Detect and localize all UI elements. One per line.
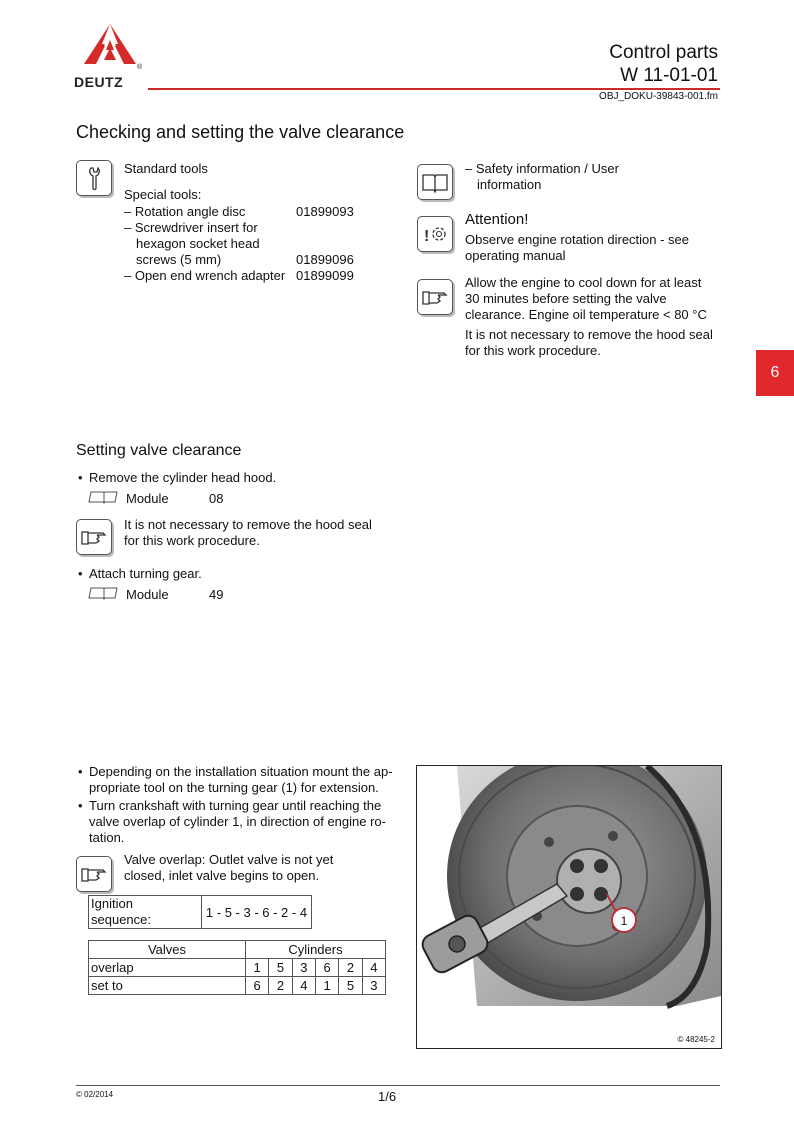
row-label: set to xyxy=(89,977,246,995)
tool-item-cont: screws (5 mm) xyxy=(136,252,222,267)
cell: 3 xyxy=(362,977,385,995)
module-ref-label: Module xyxy=(126,587,169,602)
tool-item-cont: hexagon socket head xyxy=(136,236,260,251)
step-turn-crankshaft: • Turn crankshaft with turning gear until reaching the xyxy=(89,798,381,814)
footer-rule xyxy=(76,1085,720,1086)
cylinders-header: Cylinders xyxy=(246,941,386,959)
standard-tools-label: Standard tools xyxy=(124,161,208,176)
step-turn-crankshaft-cont: valve overlap of cylinder 1, in direction of engine ro- xyxy=(89,814,386,829)
section-heading: Setting valve clearance xyxy=(76,442,242,459)
cell: 3 xyxy=(292,959,315,977)
cell: 6 xyxy=(246,977,269,995)
hood-seal-note-cont: for this work procedure. xyxy=(124,533,260,548)
tool-item: – Open end wrench adapter xyxy=(124,268,286,283)
pointing-hand-icon xyxy=(76,519,112,555)
tool-item: – Screwdriver insert for xyxy=(124,220,258,235)
cell: 5 xyxy=(269,959,292,977)
valve-overlap-note: Valve overlap: Outlet valve is not yet xyxy=(124,852,334,867)
cell: 2 xyxy=(269,977,292,995)
step-turn-crankshaft-cont: tation. xyxy=(89,830,125,845)
cool-note-cont: clearance. Engine oil temperature < 80 °C xyxy=(465,307,707,322)
gear-warning-icon xyxy=(417,216,453,252)
cell: 5 xyxy=(339,977,362,995)
cell: 1 xyxy=(315,977,338,995)
tool-number: 01899093 xyxy=(296,204,354,219)
hood-note-cont: for this work procedure. xyxy=(465,343,601,358)
callout-1: 1 xyxy=(620,914,628,928)
attention-text: Observe engine rotation direction - see xyxy=(465,232,690,247)
document-code: W 11-01-01 xyxy=(620,65,718,86)
chapter-tab: 6 xyxy=(756,350,794,396)
special-tools-heading: Special tools: xyxy=(124,187,202,202)
ignition-table xyxy=(88,895,312,929)
registered-mark: ® xyxy=(137,64,143,71)
file-name: OBJ_DOKU-39843-001.fm xyxy=(599,91,718,102)
hood-seal-note: It is not necessary to remove the hood seal xyxy=(124,517,372,532)
ignition-label: Ignition sequence: xyxy=(89,896,202,929)
cell: 4 xyxy=(292,977,315,995)
footer-copyright: © 02/2014 xyxy=(76,1090,114,1099)
open-book-icon xyxy=(88,585,120,606)
cell: 4 xyxy=(362,959,385,977)
attention-text-cont: operating manual xyxy=(465,248,566,263)
section-title: Control parts xyxy=(609,42,718,63)
wrench-icon xyxy=(76,160,112,196)
svg-text:!: ! xyxy=(424,228,430,245)
safety-info-cont: information xyxy=(477,177,542,192)
module-ref-value: 49 xyxy=(209,587,224,602)
attention-title: Attention! xyxy=(465,211,529,228)
cell: 2 xyxy=(339,959,362,977)
book-icon xyxy=(417,164,453,200)
pointing-hand-icon xyxy=(76,856,112,892)
hood-note: It is not necessary to remove the hood seal xyxy=(465,327,713,342)
page-title: Checking and setting the valve clearance xyxy=(76,122,405,142)
safety-info: – Safety information / User xyxy=(465,161,619,176)
cool-note-cont: 30 minutes before setting the valve xyxy=(465,291,667,306)
header-rule xyxy=(148,88,720,90)
turning-gear-photo xyxy=(416,765,722,1049)
valves-header: Valves xyxy=(89,941,246,959)
cool-note: Allow the engine to cool down for at least xyxy=(465,275,702,290)
tool-number: 01899099 xyxy=(296,268,354,283)
cell: 6 xyxy=(315,959,338,977)
tool-item: – Rotation angle disc xyxy=(124,204,246,219)
table-row xyxy=(89,977,386,995)
pointing-hand-icon xyxy=(417,279,453,315)
module-ref-label: Module xyxy=(126,491,169,506)
open-book-icon xyxy=(88,489,120,510)
row-label: overlap xyxy=(89,959,246,977)
photo-ref: © 48245-2 xyxy=(677,1035,715,1044)
step-attach-gear: • Attach turning gear. xyxy=(89,566,202,582)
step-mount-tool-cont: propriate tool on the turning gear (1) for extension. xyxy=(89,780,379,795)
logo-wordmark: DEUTZ xyxy=(74,74,124,90)
step-remove-hood: • Remove the cylinder head hood. xyxy=(89,470,276,486)
valves-table xyxy=(88,940,386,995)
tool-number: 01899096 xyxy=(296,252,354,267)
step-mount-tool: • Depending on the installation situation mount the ap- xyxy=(89,764,393,780)
cell: 1 xyxy=(246,959,269,977)
ignition-sequence: 1 - 5 - 3 - 6 - 2 - 4 xyxy=(202,896,312,929)
module-ref-value: 08 xyxy=(209,491,224,506)
page-number: 1/6 xyxy=(378,1089,397,1104)
table-row xyxy=(89,959,386,977)
valve-overlap-note-cont: closed, inlet valve begins to open. xyxy=(124,868,320,883)
